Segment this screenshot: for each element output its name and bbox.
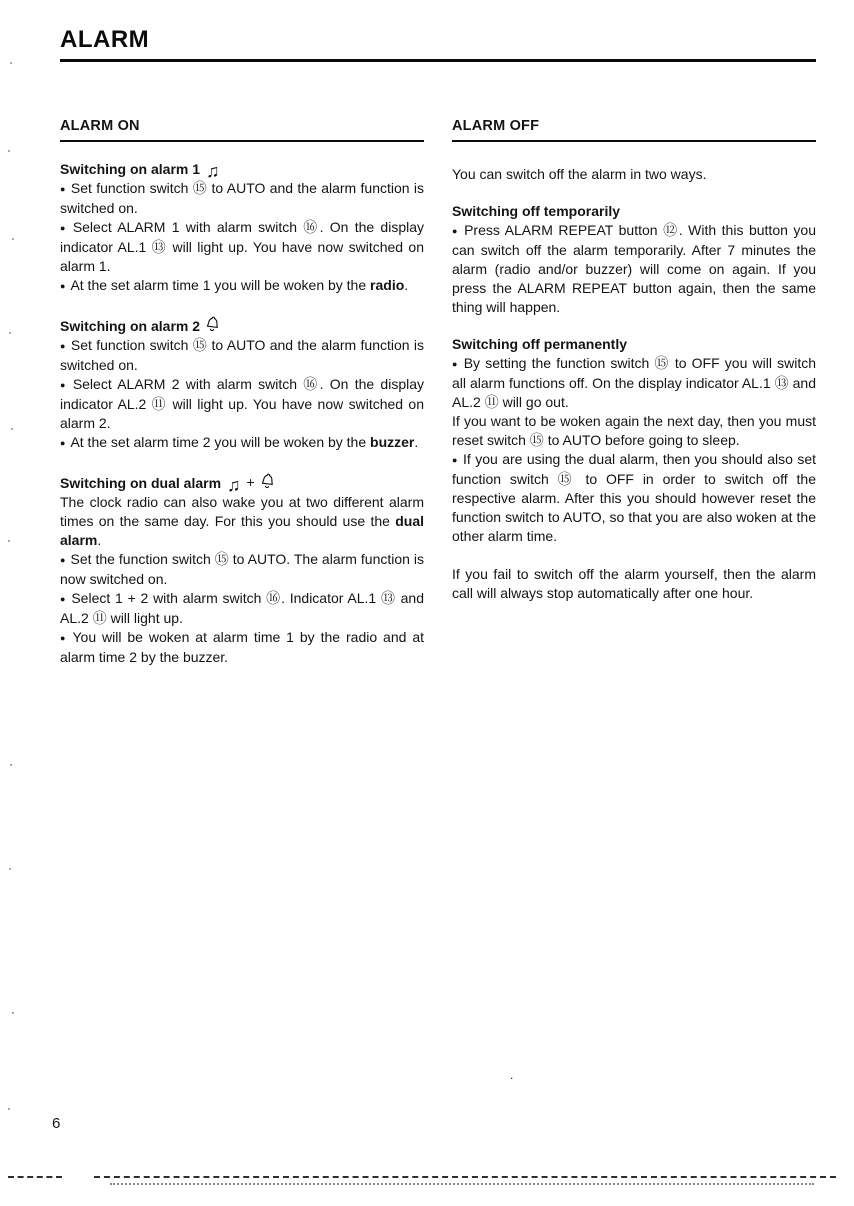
bullet-icon: ● bbox=[452, 359, 459, 369]
section-title-text: Switching off permanently bbox=[452, 336, 628, 352]
bullet-icon: ● bbox=[60, 223, 68, 233]
body-text: You can switch off the alarm in two ways. bbox=[452, 166, 707, 182]
bullet-icon: ● bbox=[60, 438, 66, 448]
scan-dash-segment bbox=[8, 1176, 62, 1178]
scan-speck bbox=[9, 868, 11, 870]
title-rule bbox=[60, 59, 816, 62]
body-text: Select ALARM 1 with alarm switch ⑯. On the display indicator AL.1 ⑬ will light up. You have now switched on alarm 1. bbox=[60, 219, 425, 274]
scan-speck bbox=[8, 1108, 10, 1110]
bullet-icon: ● bbox=[60, 633, 68, 643]
bullet-item bbox=[60, 218, 424, 276]
section-title-text: Switching off temporarily bbox=[452, 203, 621, 219]
body-text: Set function switch ⑮ to AUTO and the alarm function is switched on. bbox=[60, 337, 424, 373]
bullet-item bbox=[60, 179, 424, 218]
scan-speck bbox=[8, 540, 10, 542]
body-text: By setting the function switch ⑮ to OFF you will switch all alarm functions off. On the display indicator AL.1 ⑬ and AL.2 ⑪ will go out. bbox=[452, 355, 816, 410]
section-heading-alarm-on: ALARM ON bbox=[60, 118, 424, 142]
body-text: The clock radio can also wake you at two different alarm times on the same day. For this you should use the bbox=[60, 494, 424, 529]
bell-icon bbox=[205, 315, 220, 335]
bullet-item bbox=[452, 450, 816, 546]
bullet-item bbox=[60, 336, 424, 375]
scan-speck bbox=[10, 62, 12, 64]
body-paragraph bbox=[452, 565, 816, 603]
scan-speck bbox=[12, 238, 14, 240]
scan-speck bbox=[8, 150, 10, 152]
scan-dash-segment bbox=[94, 1176, 836, 1178]
emphasis-dual-alarm: dual alarm bbox=[60, 513, 424, 548]
column-alarm-on bbox=[60, 118, 424, 667]
bullet-item bbox=[60, 550, 424, 589]
bullet-item bbox=[60, 628, 424, 667]
music-notes-icon: ♫ bbox=[206, 161, 220, 181]
two-column-layout bbox=[60, 118, 816, 667]
page-title: ALARM bbox=[60, 26, 150, 53]
manual-page bbox=[60, 26, 816, 667]
body-text: Select ALARM 2 with alarm switch ⑯. On the display indicator AL.2 ⑪ will light up. You have now switched on alarm 2. bbox=[60, 376, 425, 431]
section-title-alarm-1 bbox=[60, 161, 424, 181]
body-text: . bbox=[404, 277, 409, 293]
scan-speck bbox=[11, 428, 13, 430]
bullet-icon: ● bbox=[60, 184, 66, 194]
section-heading-alarm-off: ALARM OFF bbox=[452, 118, 816, 142]
bullet-icon: ● bbox=[60, 380, 68, 390]
bullet-icon: ● bbox=[452, 455, 458, 465]
bullet-icon: ● bbox=[452, 226, 460, 236]
section-title-alarm-2 bbox=[60, 315, 424, 334]
scan-bottom-line bbox=[0, 1176, 854, 1188]
body-text: Select 1 + 2 with alarm switch ⑯. Indicator AL.1 ⑬ and AL.2 ⑪ will light up. bbox=[60, 590, 425, 626]
scan-speck bbox=[12, 1012, 14, 1014]
bullet-item bbox=[452, 354, 816, 412]
scan-speck bbox=[10, 764, 12, 766]
body-paragraph bbox=[60, 493, 424, 550]
column-alarm-off bbox=[452, 118, 816, 667]
scan-speck: . bbox=[510, 1068, 514, 1082]
emphasis-buzzer: buzzer bbox=[370, 434, 415, 450]
bullet-item bbox=[60, 375, 424, 433]
emphasis-radio: radio bbox=[370, 277, 405, 293]
bullet-item bbox=[60, 589, 424, 628]
bullet-item bbox=[60, 433, 424, 453]
bullet-item bbox=[452, 221, 816, 317]
body-text: If you want to be woken again the next day, then you must reset switch ⑮ to AUTO before going to sleep. bbox=[452, 413, 816, 448]
body-paragraph bbox=[452, 165, 816, 184]
body-text: If you fail to switch off the alarm yourself, then the alarm call will always stop automatically after one hour. bbox=[452, 566, 816, 601]
body-text: You will be woken at alarm time 1 by the radio and at alarm time 2 by the buzzer. bbox=[60, 629, 425, 665]
scan-speck bbox=[9, 332, 11, 334]
plus-sign: + bbox=[246, 474, 255, 490]
body-text: If you are using the dual alarm, then you should also set function switch ⑮ to OFF in order to switch off the respective alarm. After this you should however reset the function switch to AUTO, so that you are also woken at the other alarm time. bbox=[452, 451, 817, 544]
bell-icon bbox=[260, 472, 275, 492]
section-title-text: Switching on alarm 2 bbox=[60, 318, 201, 334]
page-number: 6 bbox=[52, 1115, 61, 1132]
section-title-text: Switching on dual alarm bbox=[60, 475, 222, 491]
bullet-item bbox=[60, 276, 424, 296]
body-text: Set function switch ⑮ to AUTO and the alarm function is switched on. bbox=[60, 180, 424, 216]
bullet-icon: ● bbox=[60, 555, 66, 565]
bullet-icon: ● bbox=[60, 594, 67, 604]
bullet-icon: ● bbox=[60, 341, 66, 351]
body-text: Press ALARM REPEAT button ⑫. With this button you can switch off the alarm temporarily. After 7 minutes the alarm (radio and/or buzzer) will come on again. If you press the ALARM REPEAT button again, then the same thing will happen. bbox=[452, 222, 816, 315]
section-title-off-temporarily bbox=[452, 203, 816, 219]
section-title-text: Switching on alarm 1 bbox=[60, 161, 201, 177]
body-text: . bbox=[414, 434, 419, 450]
section-title-off-permanently bbox=[452, 336, 816, 352]
body-text: . bbox=[97, 532, 102, 548]
body-text: Set the function switch ⑮ to AUTO. The alarm function is now switched on. bbox=[60, 551, 425, 587]
body-paragraph bbox=[452, 412, 816, 450]
body-text: At the set alarm time 1 you will be woken by the bbox=[70, 277, 371, 293]
bullet-icon: ● bbox=[60, 281, 66, 291]
scan-dot-segment bbox=[110, 1183, 814, 1185]
music-notes-icon: ♫ bbox=[227, 475, 241, 495]
section-title-dual-alarm bbox=[60, 472, 424, 495]
body-text: At the set alarm time 2 you will be woken by the bbox=[70, 434, 371, 450]
